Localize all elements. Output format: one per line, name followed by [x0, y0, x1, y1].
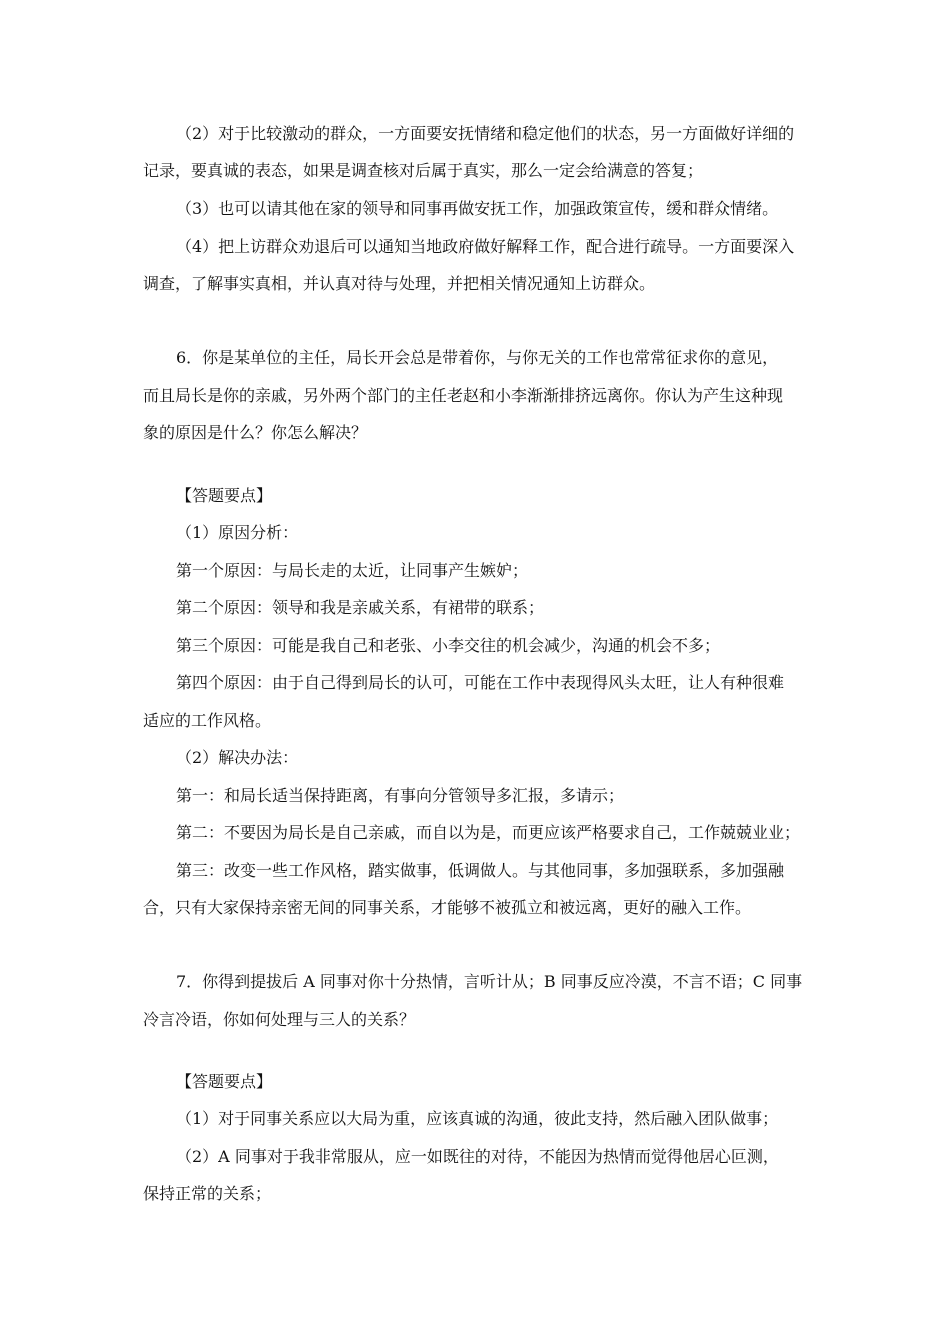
- paragraph-line: （2）A 同事对于我非常服从，应一如既往的对待，不能因为热情而觉得他居心叵测，: [176, 1147, 779, 1166]
- paragraph-line: 保持正常的关系；: [143, 1184, 272, 1203]
- paragraph-line: （1）对于同事关系应以大局为重，应该真诚的沟通，彼此支持，然后融入团队做事；: [176, 1109, 779, 1128]
- paragraph-line: 调查，了解事实真相，并认真对待与处理，并把相关情况通知上访群众。: [143, 274, 656, 293]
- question-line: 6．你是某单位的主任，局长开会总是带着你，与你无关的工作也常常征求你的意见，: [176, 348, 779, 367]
- paragraph-line: （1）原因分析：: [176, 523, 299, 542]
- question-line: 而且局长是你的亲戚，另外两个部门的主任老赵和小李渐渐排挤远离你。你认为产生这种现: [143, 386, 784, 405]
- paragraph-line: 第二个原因：领导和我是亲戚关系，有裙带的联系；: [176, 598, 545, 617]
- paragraph-line: 第三：改变一些工作风格，踏实做事，低调做人。与其他同事，多加强联系，多加强融: [176, 861, 785, 880]
- paragraph-line: （2）解决办法：: [176, 748, 299, 767]
- paragraph-line: 第一：和局长适当保持距离，有事向分管领导多汇报，多请示；: [176, 786, 625, 805]
- question-line: 象的原因是什么？你怎么解决？: [143, 423, 368, 442]
- paragraph-line: 合，只有大家保持亲密无间的同事关系，才能够不被孤立和被远离，更好的融入工作。: [143, 898, 752, 917]
- question-line: 7．你得到提拔后 A 同事对你十分热情，言听计从；B 同事反应冷漠，不言不语；C 同事: [176, 972, 803, 991]
- paragraph-line: 记录，要真诚的表态，如果是调查核对后属于真实，那么一定会给满意的答复；: [143, 161, 704, 180]
- paragraph-line: 第三个原因：可能是我自己和老张、小李交往的机会减少，沟通的机会不多；: [176, 636, 721, 655]
- question-line: 冷言冷语，你如何处理与三人的关系？: [143, 1010, 416, 1029]
- answer-heading: 【答题要点】: [176, 486, 273, 505]
- paragraph-line: 第二：不要因为局长是自己亲戚，而自以为是，而更应该严格要求自己，工作兢兢业业；: [176, 823, 801, 842]
- paragraph-line: （3）也可以请其他在家的领导和同事再做安抚工作，加强政策宣传，缓和群众情绪。: [176, 199, 779, 218]
- paragraph-line: 第一个原因：与局长走的太近，让同事产生嫉妒；: [176, 561, 529, 580]
- paragraph-line: 适应的工作风格。: [143, 711, 272, 730]
- paragraph-line: 第四个原因：由于自己得到局长的认可，可能在工作中表现得风头太旺，让人有种很难: [176, 673, 785, 692]
- paragraph-line: （4）把上访群众劝退后可以通知当地政府做好解释工作，配合进行疏导。一方面要深入: [176, 237, 795, 256]
- paragraph-line: （2）对于比较激动的群众，一方面要安抚情绪和稳定他们的状态，另一方面做好详细的: [176, 124, 795, 143]
- answer-heading: 【答题要点】: [176, 1072, 273, 1091]
